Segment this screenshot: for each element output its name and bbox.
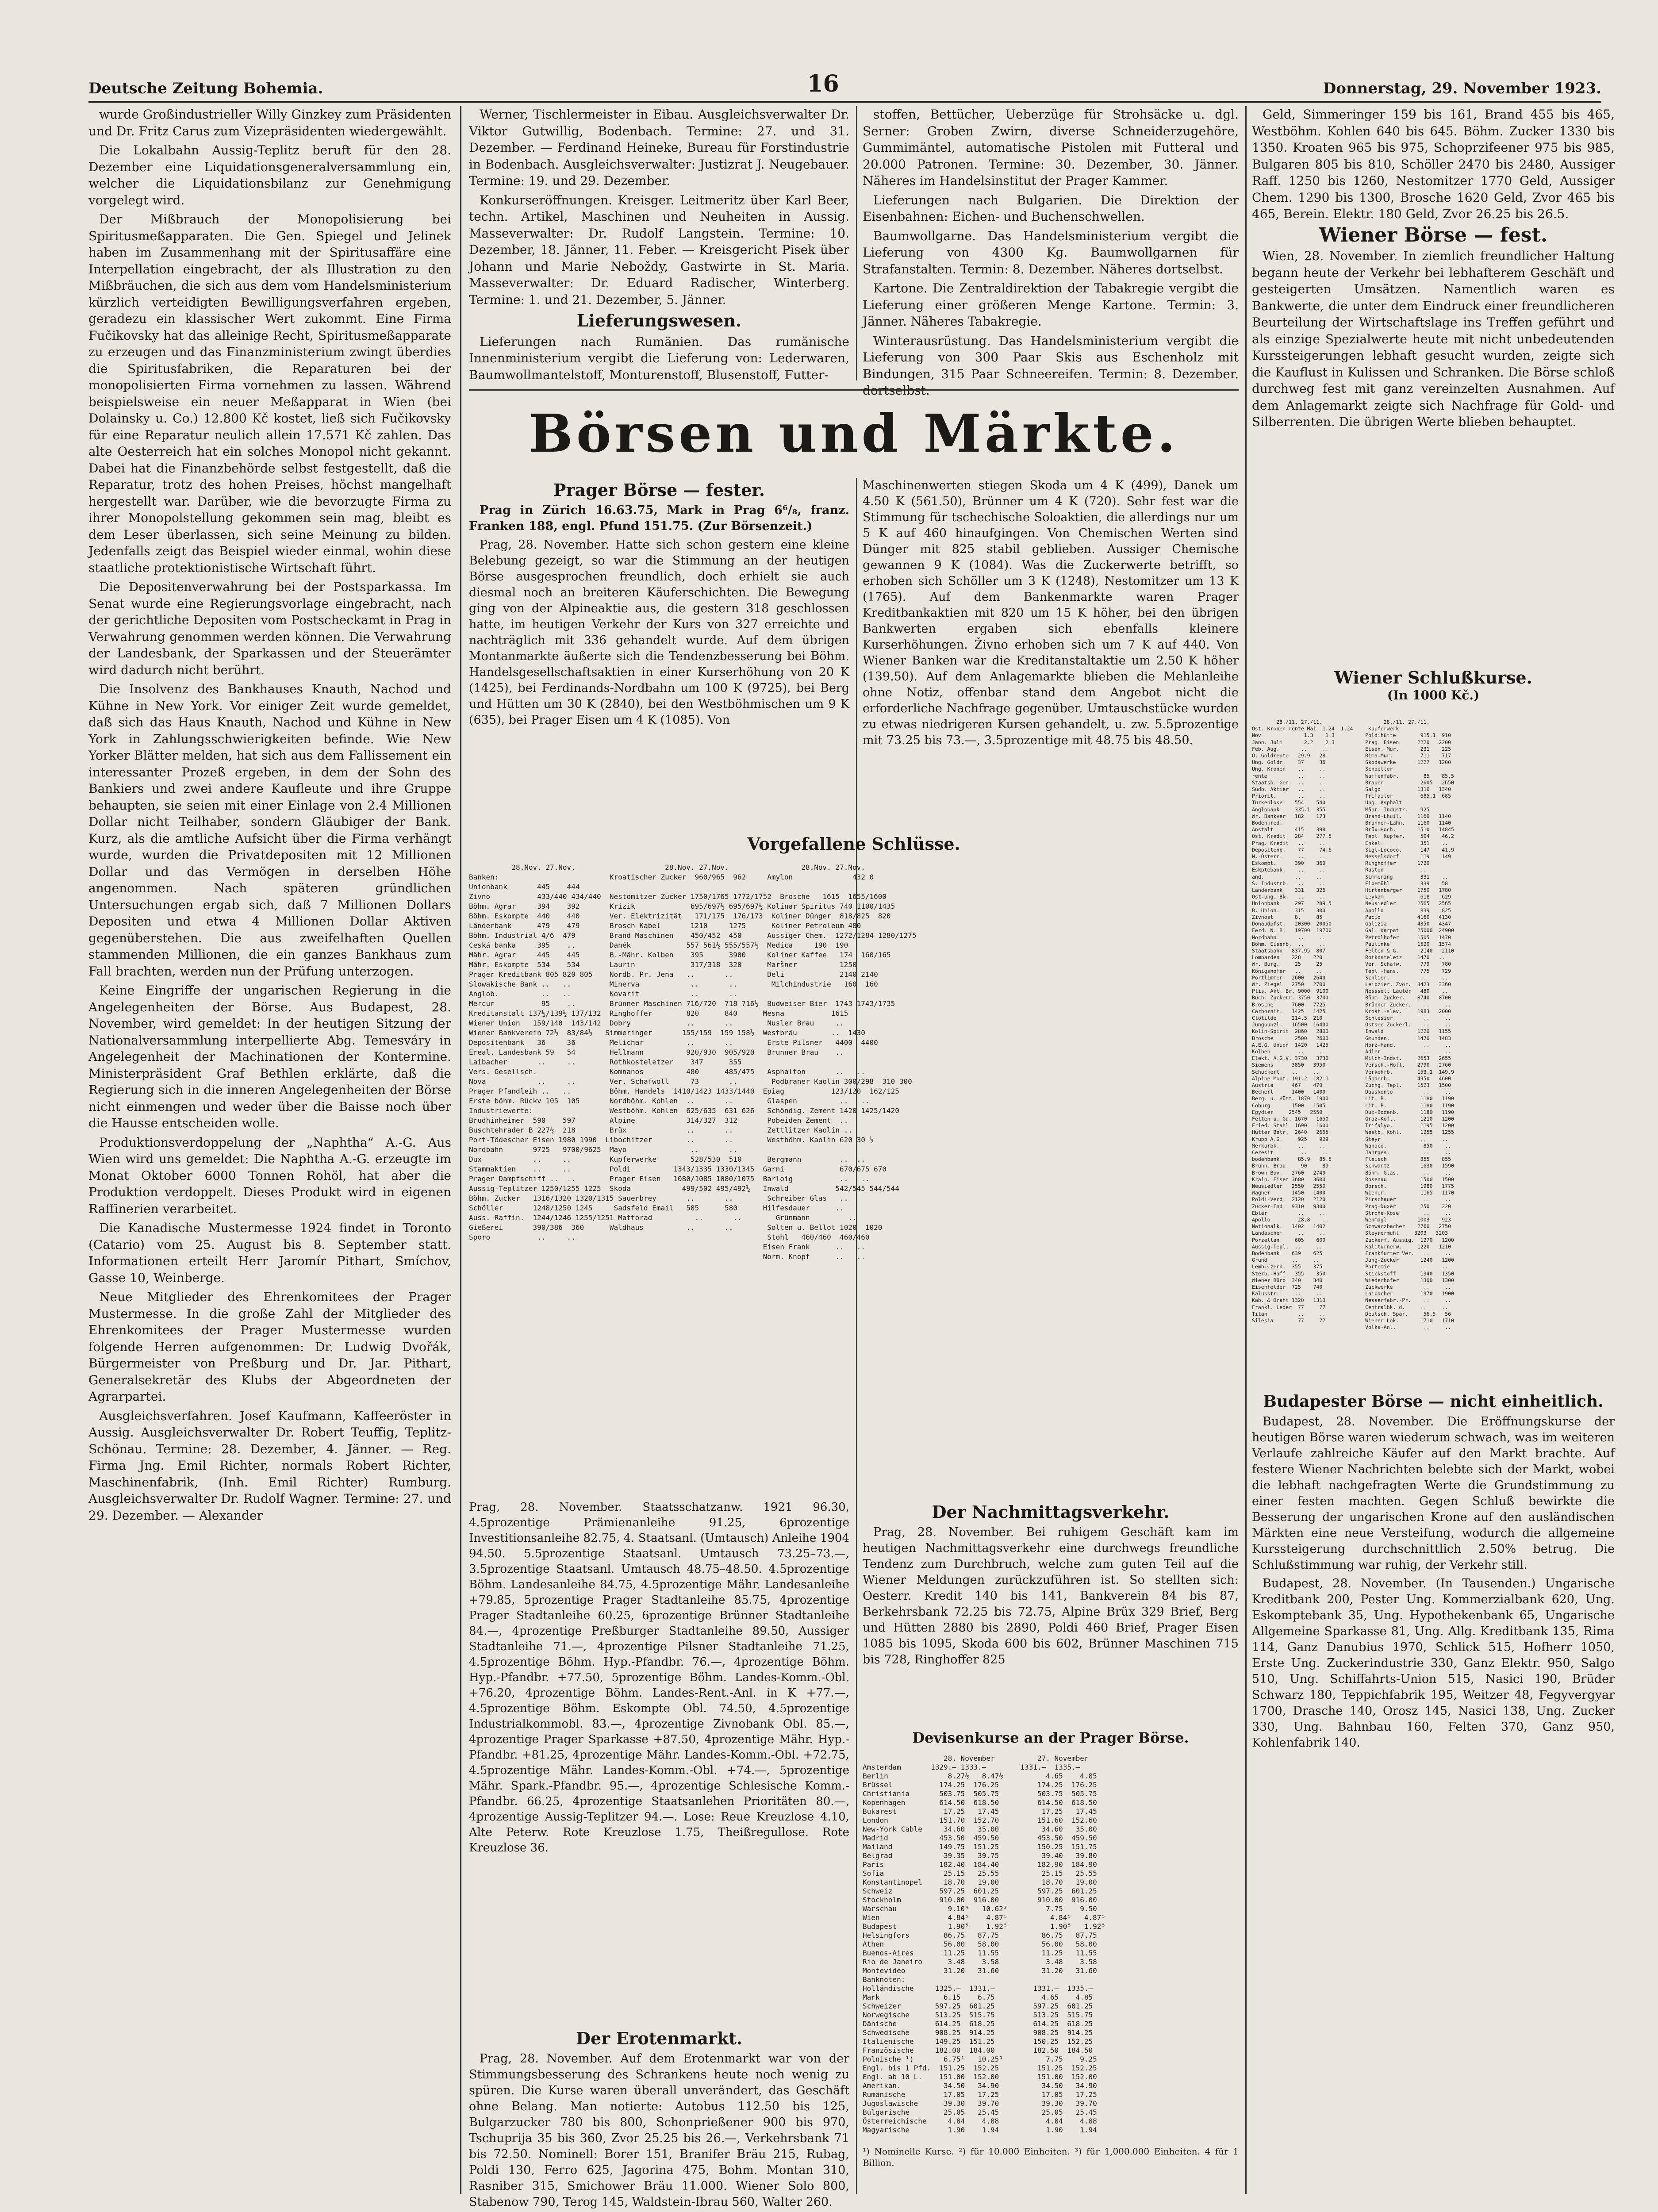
- table-subheading: (In 1000 Kč.): [1387, 688, 1480, 703]
- paragraph: Produktionsverdoppelung der „Naphtha“ A.-G. Aus Wien wird uns gemeldet: Die Naphtha A.-G. erzeugte im Monat Oktober 6000 Tonnen Rohöl, hat aber die Produktion verdoppelt. Dieses Produkt wird in eigenen Raffinerien verarbeitet.: [88, 1135, 451, 1216]
- article-lead: Prag in Zürich 16.63.75, Mark in Prag 6⁶/₈, franz. Franken 188, engl. Pfund 151.75. (Zur Börsenzeit.): [469, 503, 849, 533]
- wiener-schlusskurse-heading: [1252, 668, 1615, 717]
- prager-boerse-continued: [863, 478, 1239, 823]
- paragraph: Die Insolvenz des Bankhauses Knauth, Nachod und Kühne in New York. Vor einiger Zeit wurde gemeldet, daß sich das Haus Knauth, Nachod und Kühne in New York in Zahlungsschwierigkeiten befinde. Wie New Yorker Blätter melden, hat sich aus dem Fallissement ein interessanter Prozeß ergeben, in dem der Sohn des Bankiers und zwei andere Kaufleute und ihre Gruppe behaupten, sie seien mit einer Einlage von 2.4 Millionen Dollar nicht Teilhaber, sondern Gläubiger der Bank. Kurz, als die amtliche Aufsicht über die Firma verhängt wurde, wurden die Privatdepositen mit 12 Millionen Dollar und das Vermögen in derselben Höhe angenommen. Nach späteren gründlichen Untersuchungen ergab sich, daß 7 Millionen Dollars Depositen und etwa 4 Millionen Dollar Aktiven gegenüberstehen. Die aus zweifelhaften Quellen stammenden Millionen, die ein ganzes Bankhaus zum Fall brachten, werden nun der Prüfung unterzogen.: [88, 682, 451, 979]
- page-header: [88, 71, 1601, 103]
- masthead-date: Donnerstag, 29. November 1923.: [1323, 80, 1601, 97]
- schluesse-table: 28.Nov. 27.Nov. 28.Nov. 27.Nov. 28.Nov. 27.Nov. Banken: Kroatischer Zucker 960/965 962 Amylon 432 0 Unionbank 445 444 Zivno 433/440 434/440 Nestomitzer Zucker 1750/1765 1772/1752 Brosche 1615 1655/1600 Böhm. Agrar 394 392 Krizik 695/697½ 695/697½ Kolinar Spiritus 740 1100/1435 Böhm. Eskompte 440 440 Ver. Elektrizität 171/175 176/173 Koliner Dünger 818/825 820 Länderbank 479 479 Brosch Kabel 1210 1275 Koliner Petroleum 480 Böhm. Industrial 4/6 479 Brand Maschinen 450/452 450 Aussiger Chem. 1272/1284 1280/1275 Ceská banka 395 .. Daněk 557 561½ 555/557½ Medica 190 190 Mähr. Agrar 445 445 B.-Mähr. Kolben 395 3900 Koliner Kaffee 174 160/165 Mähr. Eskompte 534 534 Laurin 317/318 320 Maršner 1250 Prager Kreditbank 805 820 805 Nordb. Pr. Jena .. .. Deli 2140 2140 Slowakische Bank .. .. Minerva .. .. Milchindustrie 160 160 Anglob. .. .. Kovarit .. .. Mercur 95 .. Brünner Maschinen 716/720 718 716½ Budweiser Bier 1743 1743/1735 Kreditanstalt 137½/139½ 137/132 Ringhoffer 820 840 Mesna 1615 Wiener Union 159/140 143/142 Dobry .. .. Nusler Brau .. Wiener Bankverein 72½ 83/84½ Simmeringer 155/159 159 158½ Westbräu .. 1430 Depositenbank 36 36 Melichar .. .. Erste Pilsner 4400 4400 Ereal. Landesbank 59 54 Hellmann 920/930 905/920 Brunner Brau .. Laibacher .. .. Rothkosteletzer 347 355 Vers. Gesellsch. Komnanos 480 485/475 Asphalton .. .. Nova .. .. Ver. Schafwoll 73 .. Podbraner Kaolin 300/298 310 300 Prager Pfandleih .. .. Böhm. Handels 1410/1423 1433/1440 Epiag 123/120 162/125 Erste böhm. Rückv 105 105 Nordböhm. Kohlen .. .. Glaspen .. .. Industriewerte: Westböhm. Kohlen 625/635 631 626 Schöndig. Zement 1420 1425/1420 Brudhinheimer 590 597 Alpine 314/327 312 Pobeiden Zement .. Buschtehrader B 227½ 218 Brüx .. .. Zettlitzer Kaolin .. Port-Tödescher Eisen 1980 1990 Libochitzer .. .. Westböhm. Kaolin 620 30 ½ Nordbahn 9725 9700/9625 Mayo .. .. Dux .. .. Kupferwerke 528/530 510 Bergmann .. .. Stammaktien .. .. Poldi 1343/1335 1330/1345 Garni 670/675 670 Prager Dampfschiff .. .. Prager Eisen 1080/1085 1080/1075 Barloig .. .. Aussig-Teplitzer 1250/1255 1225 Skoda 499/502 495/492½ Inwald 542/545 544/544 Böhm. Zucker 1316/1320 1320/1315 Sauerbrey .. .. Schreiber Glas .. Schöller 1248/1250 1245 Sadsfeld Email 585 580 Hilfesdauer .. Auss. Raffin. 1244/1246 1255/1251 Mattorad .. .. Grünmann .. Gießerei 390/386 360 Waldhaus .. .. Solten u. Bellot 1020 1020 Sporo .. .. Stohl 460/460 460/460 Eisen Frank .. .. Norm. Knopf .. ..: [469, 863, 917, 1261]
- paragraph: Die Lokalbahn Aussig-Teplitz beruft für den 28. Dezember eine Liquidationsgeneralversammlung ein, welcher die Liquidationsbilanz zur Genehmigung vorgelegt wird.: [88, 143, 451, 207]
- paragraph: Kartone. Die Zentraldirektion der Tabakregie vergibt die Lieferung einer größeren Menge Kartone. Termin: 3. Jänner. Näheres Tabakregie.: [863, 281, 1239, 329]
- paragraph: stoffen, Bettücher, Ueberzüge für Strohsäcke u. dgl. Serner: Groben Zwirn, diverse Schneiderzugehöre, Gummimäntel, automatische Pistolen mit Futteral und 20.000 Patronen. Termine: 30. Dezember, 30. Jänner. Näheres im Handelsinstitut der Prager Kammer.: [863, 107, 1239, 188]
- nachmittagsverkehr-article: [863, 1500, 1239, 1712]
- wiener-schlusskurse-table: 28./11. 27./11. 28./11. 27./11. Ost. Kronen rente Mai 1.24 1.24 Kupferwerk Nov 1.3 1.3 Poldihütte 915.1 910 Jänn. Juli 2.2 2.3 Prag. Eisen 2220 2200 Feb. Aug. .. .. Eisen. Mur. 231 225 O. Goldrente 29.9 28 Rima-Mur. 711 717 Ung. Goldr. 37 36 Skodawerke 1227 1200 Ung. Kronen .. .. Schoeller rente .. .. Waffenfabr. 85 85.5 Staatsb. Gen. .. .. Brauer 2605 2650 Südb. Aktier .. .. Salgo 1310 1340 Priorit. .. .. Trifailer 685.1 685 Türkenlose 554 540 Ung. Asphalt Anglobank 335.1 355 Mähr. Industr. 925 Wr. Bankver 182 173 Brand-Lhuil. 1160 1140 Bodenkred. Brünner-Lahn. 1160 1140 Anstalt 415 398 Brüx-Hoch. 1510 14845 Ost. Kredit 284 277.5 Tepl. Kupfer. 504 46.2 Prag. Kredit .. .. Enkel. 351 .. Depositenb. 77 74.6 Sigl-Lococo. 147 41.9 N.-Österr. .. .. Nesselsdorf 119 149 Eskompt. 390 360 Ringhoffer 1720 Eskptebank. .. .. Ruston .. and. .. .. Simmering 331 .. S. Industrb. .. .. Elbemühl 339 58 Länderbank 331 326 Hirtenberger 1750 1780 Ost-ung. Bk. .. .. Leykam 618 629 Unionbank 297 289.5 Neusiedler 2565 2565 B. Union. 315 300 Apollo 839 825 Zivnost 8. 85 Pacio 4160 4130 Donaudpfst. 20300 20050 Galizia 4350 4347 Ferd. N. B. 19700 19700 Gal. Karpat 25000 24900 Nordbahn. .. .. Petrolhofer 1505 1470 Böhm. Eisenb. .. .. Paulinke 1520 1574 Staatsbahn 837.95 807 Felten & G. 2140 2110 Lombarden 228 220 Rotkosteletz 1470 .. Wr. Burg. 25 25 Ver. Schafw. 779 780 Königshofer .. .. Tepl.-Hans. 775 729 Portlimmer 2600 2640 Schlier. .. .. Wr. Ziegel 2750 2700 Leipzier. Zvor. 3423 3360 Plis. Akt. Br. 9000 9100 Nessselt Lauter 480 .. Buch. Zuckerr. 3750 3700 Böhm. Zucker. 8740 8700 Brosche 7600 7725 Brünner Zucker. .. .. Carbornit. 1425 1425 Kroat.-slav. 1983 2000 Clotilde 214.5 210 Schlesier .. .. Jungbunzl. 16500 16400 Ostsee Zuckerl. .. .. Kolin-Spirit 2860 2800 Inwald 1220 1155 Brosche 2500 2600 Gmunden. 1470 1483 A.E.G. Union 1420 1425 Horz-Hand. .. .. Kolben .. .. Adler .. .. Elekt. A.G.V. 3730 3730 Milch-Indst. 2653 2655 Siemens 3850 3950 Versch.-Holl. 2790 2760 Schuckert. .. .. Verkehrb. 153.1 149.9 Alpine Mont. 191.2 182.1 Länderb. 4950 4600 Austria 467 470 Zuchg. Tepl. 1523 1500 Becherl 1400 1400 Dauskonto .. .. Berg. u. Hütt. 1870 1900 Lit. B. 1180 1190 Coburg 1500 1505 Lit. B. 1180 1190 Egydier 2545 2550 Dux-Bodenb. 1180 1190 Felten u. Gu. 1670 1650 Graz-Köfl. 1210 1200 Fried. Stahl 1690 1600 Trifalyo. 1195 1200 Hütter Betr. 2640 2665 Westb. Kohl. 1255 1255 Krupp A.G. 925 929 Steyr .. .. Merkurbk. .. .. Wanaco. 850 .. Ceresit .. .. Jahrges. .. .. bodenbank 85.9 85.5 Fleisch 855 855 Brünn. Brau 90 89 Schwartz 1630 1590 Brown Bov. 2760 2740 Böhm. Glas. .. .. Krain. Eisen 3680 3600 Rosenau 1500 1500 Neusiedler 2550 2550 Borsch. 1980 1775 Wagner 1450 1400 Wiener. 1165 1170 Poldi-Verd. 2120 2120 Pirschauer .. .. Zucker-Ind. 9310 9300 Prag-Duxer 250 220 Ebler .. .. Strohe-Kose .. .. Apollo 28.8 .. Wehmdgl 1003 923 Nationalk. 1402 1402 Schwarzbacher 2760 2750 Landaschef .. .. Steyrermühl 3203 3203 Porzellan 605 600 Zuckerf. Aussig. 1270 1200 Aussig-Tepl. .. .. Kaliturnerw. 1220 1210 Bodenbank 639 625 Frankfurter Ver. .. .. Grund .. .. Jung-Zucker 1240 1200 Lemb-Czern. 355 375 Portemie .. .. Sterb.-Haff. 355 350 Stickstoff 1340 1350 Wiener Büro 340 340 Wiederhofer 1300 1300 Eisenfelder 725 740 Zuckwerke .. .. Kalusstr. .. .. Laibacher 1970 1900 Kab. & Draht 1320 1310 Nesserfabr.-Pr. .. .. Frankl. Leder 77 77 Centralbk. d. .. .. Titan .. .. Deutsch. Spar. 56.5 56 Silesia 77 77 Wiener Lok. 1710 1710 Volks-Anl. .. ..: [1252, 719, 1454, 1331]
- article-heading: Der Nachmittagsverkehr.: [932, 1502, 1170, 1522]
- section-heading: Lieferungswesen.: [576, 311, 742, 330]
- article-body: Budapest, 28. November. Die Eröffnungskurse der heutigen Börse waren wiederum schwach, was im weiteren Verlaufe zahlreiche Käufer auf den Markt brachte. Auf festere Wiener Nachrichten belebte sich der Markt, wobei die lebhaft nachgefragten Werte die Grundstimmung zu einer festen machten. Gegen Schluß bewirkte die Besserung der ungarischen Krone auf den ausländischen Märkten eine neue Versteifung, wodurch die allgemeine Kurssteigerung durchschnittlich 2.50% betrug. Die Schlußstimmung war ruhig, der Verkehr still.: [1252, 1415, 1615, 1572]
- column-4-top: [1252, 106, 1615, 664]
- paragraph: Wien, 28. November. In ziemlich freundlicher Haltung begann heute der Verkehr bei lebhafterem Geschäft und gesteigerten Umsätzen. Namentlich waren es Bankwerte, die unter dem Eindruck einer freundlicheren Beurteilung der Wirtschaftslage ins Treffen geführt und als einzige Spezialwerte heute mit nicht unbedeutenden Kurssteigerungen lebhaft gesucht wurden, zeigte sich die Kauflust in Kulissen und Schranken. Die Börse schloß durchweg fest mit ganz vereinzelten Ausnahmen. Auf dem Anlagemarkt zeigte sich Nachfrage für Gold- und Silberrenten. Die übrigen Werte blieben behauptet.: [1252, 249, 1615, 429]
- paragraph: Ausgleichsverfahren. Josef Kaufmann, Kaffeeröster in Aussig. Ausgleichsverwalter Dr. Robert Teuffig, Teplitz-Schönau. Termine: 28. Dezember, 4. Jänner. — Reg. Firma Jng. Emil Richter, normals Robert Richter, Maschinenfabrik, (Inh. Emil Richter) Rumburg. Ausgleichsverwalter Dr. Rudolf Wagner. Termine: 27. und 29. Dezember. — Alexander: [88, 1408, 451, 1523]
- schluesse-heading-block: [469, 832, 1239, 858]
- paragraph: Werner, Tischlermeister in Eibau. Ausgleichsverwalter Dr. Viktor Gutwillig, Bodenbach. Termine: 27. und 31. Dezember. — Ferdinand Heineke, Bureau für Forstindustrie in Bodenbach. Ausgleichsverwalter: Justizrat J. Neugebauer. Termine: 19. und 29. Dezember.: [469, 107, 849, 188]
- paragraph: Lieferungen nach Rumänien. Das rumänische Innenministerium vergibt die Lieferung von: Lederwaren, Baumwollmantelstoff, Monturenstoff, Blusenstoff, Futter-: [469, 334, 849, 382]
- paragraph: Der Mißbrauch der Monopolisierung bei Spiritusmeßapparaten. Die Gen. Spiegel und Jelinek haben im Zusammenhang mit der Spiritusaffäre eine Interpellation eingebracht, der als Illustration zu den Mißbräuchen, die sich aus dem vom Handelsministerium kürzlich verteidigten Bewilligungsverfahren ergeben, geradezu ein klassischer Wert zukommt. Eine Firma Fučikovsky hat das alleinige Recht, Spiritusmeßapparate zu erzeugen und das Finanzministerium zwingt überdies die Spiritusfabriken, die Reparaturen bei der monopolisierten Firma vornehmen zu lassen. Während beispielsweise ein neuer Meßapparat in Wien (bei Dolainsky u. Co.) 12.800 Kč kostet, ließ sich Fučikovsky für eine Reparatur neulich allein 17.571 Kč zahlen. Das alte Oesterreich hat ein solches Monopol nicht gekannt. Dabei hat die Finanzbehörde selbst festgestellt, daß die Reparatur, trotz des hohen Preises, höchst mangelhaft hergestellt war. Darüber, wie die bevorzugte Firma zu ihrer Monopolstellung gekommen sein mag, bleibt es dem Leser überlassen, sich seine Meinung zu bilden. Jedenfalls zeigt das Beispiel wieder einmal, wohin diese staatliche protektionistische Wirtschaft führt.: [88, 212, 451, 575]
- devisen-table: 28. November 27. November Amsterdam 1329.— 1333.— 1331.— 1335.— Berlin 8.27½ 8.47½ 4.65 4.85 Brüssel 174.25 176.25 174.25 176.25 Christiania 503.75 505.75 503.75 505.75 Kopenhagen 614.50 618.50 614.50 618.50 Bukarest 17.25 17.45 17.25 17.45 London 151.70 152.70 151.60 152.60 New-York Cable 34.60 35.00 34.60 35.00 Madrid 453.50 459.50 453.50 459.50 Mailand 149.75 151.25 150.25 151.75 Belgrad 39.35 39.75 39.40 39.80 Paris 182.40 184.40 182.90 184.90 Sofia 25.15 25.55 25.15 25.55 Konstantinopel 18.70 19.00 18.70 19.00 Schweiz 597.25 601.25 597.25 601.25 Stockholm 910.00 916.00 910.00 916.00 Warschau 9.10⁴ 10.62² 7.75 9.50 Wien 4.84⁵ 4.87⁵ 4.84⁵ 4.87⁵ Budapest 1.90⁵ 1.92⁵ 1.90⁵ 1.92⁵ Helsingfors 86.75 87.75 86.75 87.75 Athen 56.00 58.00 56.00 58.00 Buenos-Aires 11.25 11.55 11.25 11.55 Rio de Janeiro 3.48 3.58 3.48 3.58 Montevideo 31.20 31.60 31.20 31.60 Banknoten: Holländische 1325.— 1331.— 1331.— 1335.— Mark 6.15 6.75 4.65 4.85 Schweizer 597.25 601.25 597.25 601.25 Norwegische 513.25 515.75 513.25 515.75 Dänische 614.25 618.25 614.25 618.25 Schwedische 908.25 914.25 908.25 914.25 Italienische 149.25 151.25 150.25 152.25 Französische 182.00 184.00 182.50 184.50 Polnische ¹) 6.75¹ 10.25¹ 7.75 9.25 Engl. bis 1 Pfd. 151.25 152.25 151.25 152.25 Engl. ab 10 L. 151.00 152.00 151.00 152.00 Amerikan. 34.50 34.90 34.50 34.90 Rumänische 17.05 17.25 17.05 17.25 Jugoslawische 39.30 39.70 39.30 39.70 Bulgarische 25.05 25.45 25.05 25.45 Österreichische 4.84 4.88 4.84 4.88 Magyarische 1.90 1.94 1.90 1.94: [863, 1754, 1106, 2134]
- column-rule: [1245, 106, 1247, 2194]
- masthead-left: Deutsche Zeitung Bohemia.: [88, 80, 323, 97]
- table-heading: Vorgefallene Schlüsse.: [747, 834, 960, 854]
- paragraph: wurde Großindustrieller Willy Ginzkey zum Präsidenten und Dr. Fritz Carus zum Vizepräsidenten wiedergewählt.: [88, 107, 451, 138]
- page-number: 16: [807, 70, 839, 97]
- article-heading: Budapester Börse — nicht einheitlich.: [1263, 1392, 1604, 1411]
- column-2-top: [469, 106, 849, 382]
- paragraph: Geld, Simmeringer 159 bis 161, Brand 455 bis 465, Westböhm. Kohlen 640 bis 645. Böhm. Zucker 1330 bis 1350. Kroaten 965 bis 975, Schoprzifeener 975 bis 985, Bulgaren 805 bis 810, Schöller 2470 bis 2480, Aussiger Raff. 1250 bis 1260, Nestomitzer 1770 Geld, Aussiger Chem. 1290 bis 1300, Brosche 1620 Geld, Zvor 465 bis 465, Berein. Elektr. 180 Geld, Zvor 26.25 bis 26.5.: [1252, 107, 1615, 221]
- table-heading: Wiener Schlußkurse.: [1334, 668, 1532, 687]
- paragraph: Keine Eingriffe der ungarischen Regierung in die Angelegenheiten der Börse. Aus Budapest, 28. November, wird gemeldet: In der heutigen Sitzung der Nationalversammlung interpellierte Abg. Temesváry in Angelegenheit der Machinationen der Kontermine. Ministerpräsident Graf Bethlen erklärte, daß die Regierung sich in die inneren Angelegenheiten der Börse nicht einmengen und weder über die Baisse noch über die Hausse entscheiden wolle.: [88, 983, 451, 1130]
- paragraph: Die Depositenverwahrung bei der Postsparkassa. Im Senat wurde eine Regierungsvorlage eingebracht, nach der gerichtliche Depositen vom Postscheckamt in Prag in Verwahrung genommen werden können. Die Verwahrung der Landesbank, der Sparkassen und der Steuerämter wird dadurch nicht berührt.: [88, 580, 451, 677]
- paragraph: Winterausrüstung. Das Handelsministerium vergibt die Lieferung von 300 Paar Skis aus Eschenholz mit Bindungen, 315 Paar Schneereifen. Termin: 8. Dezember. dortselbst.: [863, 333, 1239, 398]
- article-body: Budapest, 28. November. (In Tausenden.) Ungarische Kreditbank 200, Pester Ung. Kommerzialbank 620, Ung. Eskomptebank 35, Ung. Hypothekenbank 65, Ungarische Allgemeine Sparkasse 81, Ung. Allg. Kreditbank 135, Rima 114, Ganz Danubius 1970, Schlick 515, Hofherr 1050, Erste Ung. Zuckerindustrie 330, Ganz Elektr. 950, Salgo 510, Ung. Schiffahrts-Union 515, Nasici 190, Brüder Schwarz 180, Teppichfabrik 195, Weitzer 48, Fegyvergyar 1700, Drasche 140, Orosz 145, Nasici 138, Ung. Zucker 330, Ung. Bahnbau 160, Felten 370, Ganz 950, Kohlenfabrik 140.: [1252, 1577, 1615, 1750]
- devisen-heading-block: [863, 1725, 1239, 1752]
- column-rule: [856, 106, 857, 380]
- paragraph: Die Kanadische Mustermesse 1924 findet in Toronto (Catario) vom 25. August bis 8. September statt. Informationen erteilt Herr Jaromír Pithart, Smíchov, Gasse 10, Weinberge.: [88, 1221, 451, 1285]
- article-heading: Prager Börse — fester.: [553, 480, 765, 500]
- table-heading: Devisenkurse an der Prager Börse.: [912, 1729, 1189, 1746]
- erotenmarkt-article: [469, 2026, 849, 2209]
- budapester-boerse-article: [1252, 1389, 1615, 2194]
- article-body: Maschinenwerten stiegen Skoda um 4 K (499), Danek um 4.50 K (561.50), Brünner um 4 K (720). Sehr fest war die Stimmung für tschechische Soloaktien, die allerdings nur um 5 K auf 460 hinaufgingen. Von Chemischen Werten sind Dünger mit 825 stabil geblieben. Aussiger Chemische gewannen 9 K (1084). Was die Zuckerwerte betrifft, so erhoben sich Schöller um 3 K (1248), Nestomitzer um 13 K (1765). Auf dem Bankenmarkte waren Prager Kreditbankaktien mit 820 um 15 K höher, bei den übrigen Bankwerten ergaben sich ebenfalls kleinere Kurserhöhungen. Živno erhoben sich um 7 K auf 440. Von Wiener Banken war die Kreditanstaltaktie um 2.50 K höher (139.50). Auf dem Anlagemarkte blieben die Mehlanleihe ohne Notiz, offenbar stand dem Angebot nicht die erforderliche Nachfrage gegenüber. Umtauschstücke wurden zu etwas niedrigeren Kursen gehandelt, u. zw. 5.5prozentige mit 73.25 bis 73.—, 3.5prozentige mit 48.75 bis 48.50.: [863, 479, 1239, 747]
- column-1: [88, 106, 451, 2185]
- article-body: Prag, 28. November. Bei ruhigem Geschäft kam im heutigen Nachmittagsverkehr eine durchwegs freundliche Tendenz zum Durchbruch, welche zum guten Teil auf die Wiener Meldungen zurückzuführen ist. So stellten sich: Oesterr. Kredit 140 bis 141, Bankverein 84 bis 87, Berkehrsbank 72.25 bis 72.75, Alpine Brüx 329 Brief, Berg und Hütten 2880 bis 2890, Poldi 460 Brief, Prager Eisen 1085 bis 1095, Skoda 600 bis 602, Brünner Maschinen 715 bis 728, Ringhoffer 825: [863, 1525, 1239, 1667]
- prager-boerse-article: [469, 478, 849, 823]
- column-rule: [460, 106, 461, 2194]
- article-body: Prag, 28. November. Auf dem Erotenmarkt war von der Stimmungsbesserung des Schrankens heute noch wenig zu spüren. Die Kurse waren überall unverändert, das Geschäft ohne Belang. Man notierte: Autobus 112.50 bis 125, Bulgarzucker 780 bis 800, Schonprießener 900 bis 970, Tschuprija 35 bis 360, Zvor 25.25 bis 26.—, Verkehrsbank 71 bis 72.50. Nominell: Borer 151, Branifer Bräu 215, Rubag, Poldi 130, Ferro 625, Jagorina 475, Bohm. Montan 310, Rasniber 315, Smichower Bräu 11.000. Wiener Solo 800, Stabenow 790, Terog 145, Waldstein-Ibrau 560, Walter 260.: [469, 2052, 849, 2209]
- paragraph: Konkurseröffnungen. Kreisger. Leitmeritz über Karl Beer, techn. Artikel, Maschinen und Neuheiten in Aussig. Masseverwalter: Dr. Rudolf Langstein. Termine: 10. Dezember, 18. Jänner, 11. Feber. — Kreisgericht Pisek über Johann und Marie Neboždy, Gastwirte in St. Maria. Masseverwalter: Dr. Eduard Radischer, Winterberg. Termine: 1. und 21. Dezember, 5. Jänner.: [469, 192, 849, 307]
- article-heading: Der Erotenmarkt.: [576, 2028, 743, 2048]
- paragraph: Lieferungen nach Bulgarien. Die Direktion der Eisenbahnen: Eichen- und Buchenschwellen.: [863, 192, 1239, 224]
- devisen-footnote: ¹) Nominelle Kurse. ²) für 10.000 Einheiten. ³) für 1,000.000 Einheiten. 4 für 1 Billion.: [863, 2146, 1239, 2168]
- article-body: Prag, 28. November. Hatte sich schon gestern eine kleine Belebung gezeigt, so war die Stimmung an der heutigen Börse ausgesprochen freundlich, doch erhielt sie auch diesmal noch an breiteren Käuferschichten. Die Bewegung ging von der Alpineaktie aus, die gestern 318 geschlossen hatte, im heutigen Verkehr der Kurs von 327 erreichte und nachträglich mit 336 gehandelt wurde. Auf dem übrigen Montanmarkte äußerte sich die Tendenzbesserung bei Böhm. Handelsgesellschaftsaktien in einer Kurserhöhung von 20 K (1425), bei Ferdinands-Nordbahn um 100 K (9725), bei Berg und Hütten um 30 K (2840), bei den Westböhmischen um 9 K (635), bei Prager Eisen um 4 K (1085). Von: [469, 538, 849, 727]
- paragraph: Baumwollgarne. Das Handelsministerium vergibt die Lieferung von 4300 Kg. Baumwollgarnen für Strafanstalten. Termin: 8. Dezember. Näheres dortselbst.: [863, 228, 1239, 276]
- column-3-top: [863, 106, 1239, 398]
- section-heading: Wiener Börse — fest.: [1319, 223, 1548, 246]
- anleihen-article: Prag, 28. November. Staatsschatzanw. 1921 96.30, 4.5prozentige Prämienanleihe 91.25, 6prozentige Investitionsanleihe 82.75, 4. Staatsanl. (Umtausch) Anleihe 1904 94.50. 5.5prozentige Staatsanl. Umtausch 73.25–73.—, 3.5prozentige Staatsanl. Umtausch 48.75–48.50. 4.5prozentige Böhm. Landesanleihe 84.75, 4.5prozentige Mähr. Landesanleihe +79.85, 5prozentige Prager Stadtanleihe 85.75, 4prozentige Prager Stadtanleihe 60.25, 6prozentige Brünner Stadtanleihe 84.—, 4prozentige Preßburger Stadtanleihe 89.50, Aussiger Stadtanleihe 71.—, 4prozentige Pilsner Stadtanleihe 71.25, 4.5prozentige Böhm. Hyp.-Pfandbr. 76.—, 4prozentige Böhm. Hyp.-Pfandbr. +77.50, 5prozentige Böhm. Landes-Komm.-Obl. +76.20, 4prozentige Böhm. Landes-Rent.-Anl. in K +77.—, 4.5prozentige Böhm. Eskompte Obl. 74.50, 4.5prozentige Industrialkommobl. 83.—, 4prozentige Zivnobank Obl. 85.—, 4prozentige Prager Sparkasse +87.50, 4prozentige Mähr. Hyp.-Pfandbr. +81.25, 4prozentige Mähr. Landes-Komm.-Obl. +72.75, 4.5prozentige Mähr. Landes-Komm.-Obl. +74.—, 5prozentige Mähr. Spark.-Pfandbr. 95.—, 4prozentige Schlesische Komm.-Pfandbr. 66.25, 4prozentige Staatsanlehen Prioritäten 80.—, 4prozentige Aussig-Teplitzer 94.—. Lose: Reue Kreuzlose 4.10, Alte Peterw. Rote Kreuzlose 1.75, Theißregullose. Rote Kreuzlose 36.: [469, 1501, 849, 1855]
- section-banner: Börsen und Märkte.: [529, 403, 1179, 464]
- paragraph: Neue Mitglieder des Ehrenkomitees der Prager Mustermesse. In die große Zahl der Mitglieder des Ehrenkomitees der Prager Mustermesse wurden folgende Herren aufgenommen: Dr. Ludwig Dvořák, Bürgermeister von Preßburg und Dr. Jar. Pithart, Generalsekretär des Klubs der Abgeordneten der Agrarpartei.: [88, 1290, 451, 1404]
